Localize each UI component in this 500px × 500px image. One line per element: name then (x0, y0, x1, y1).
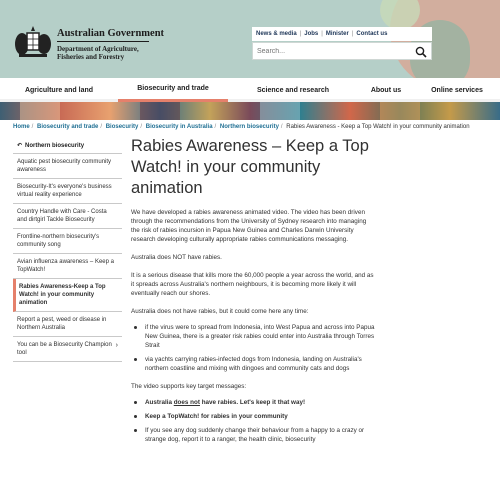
risk-list (131, 323, 376, 373)
separator: | (299, 31, 302, 37)
breadcrumb: Home / Biosecurity and trade / Biosecurity / Biosecurity in Australia / Northern biosecurity / Rabies Awareness - Keep a Top Watch! in your community animation (13, 124, 470, 130)
sidebar-item-rabies-awareness[interactable]: Rabies Awareness-Keep a Top Watch! in your community animation (13, 279, 122, 312)
minister-link[interactable]: Minister (325, 31, 349, 37)
search-icon[interactable] (415, 46, 427, 58)
breadcrumb-biosecurity[interactable]: Biosecurity (105, 124, 139, 130)
nav-agriculture[interactable]: Agriculture and land (24, 86, 94, 94)
gov-title: Australian Government (57, 28, 165, 39)
separator: | (321, 31, 323, 37)
intro-paragraph: We have developed a rabies awareness animated video. The video has been driven through the recommendations from the University of Sydney research into managing the risk of rabies incursion in Papua New Guinea and Charles Darwin University research developing culturally appropriate rabies communications messaging. (131, 209, 367, 243)
banner-decoration (140, 102, 180, 120)
paragraph: Australia does not have rabies, but it could come here any time: (131, 308, 309, 315)
separator: | (351, 31, 354, 37)
sidebar-item-label: You can be a Biosecurity Champion tool (17, 342, 112, 356)
main-navigation (0, 78, 500, 102)
utility-links (252, 27, 432, 41)
banner-decoration (20, 102, 60, 120)
sidebar-back-link[interactable] (13, 138, 122, 154)
nav-about[interactable]: About us (370, 86, 402, 94)
sidebar-item-report-pest[interactable]: Report a pest, weed or disease in Northern Australia (13, 312, 122, 337)
paragraph: The video supports key target messages: (131, 383, 247, 390)
sidebar-item-frontline-song[interactable]: Frontline-northern biosecurity's community song (13, 229, 122, 254)
coat-of-arms-icon (13, 24, 53, 62)
list-item: via yachts carrying rabies-infected dogs from Indonesia, landing on Australia's northern coastline and mixing with dingoes and community cats and dogs (131, 355, 376, 373)
sidebar-item-vr-experience[interactable]: Biosecurity-It's everyone's business virtual reality experience (13, 179, 122, 204)
nav-biosecurity[interactable]: Biosecurity and trade (118, 78, 228, 102)
page-title: Rabies Awareness – Keep a Top Watch! in your community animation (131, 137, 369, 197)
breadcrumb-biosecurity-australia[interactable]: Biosecurity in Australia (145, 124, 213, 130)
search-box (252, 42, 432, 60)
breadcrumb-current: Rabies Awareness - Keep a Top Watch! in your community animation (286, 124, 470, 130)
hero-banner-image (0, 102, 500, 120)
paragraph: Australia does NOT have rabies. (131, 254, 222, 261)
search-input[interactable] (257, 48, 407, 55)
site-header (0, 0, 500, 78)
list-item: if the virus were to spread from Indonesia, into West Papua and across into Papua New Guinea, there is a greater risk rabies could enter into Australia through Torres Strait (131, 323, 376, 350)
sidebar-item-champion-tool[interactable] (13, 337, 122, 362)
banner-decoration (260, 102, 300, 120)
main-content (131, 136, 376, 444)
contact-us-link[interactable]: Contact us (356, 31, 388, 37)
news-media-link[interactable]: News & media (256, 31, 297, 37)
breadcrumb-biosecurity-trade[interactable]: Biosecurity and trade (37, 124, 99, 130)
breadcrumb-home[interactable]: Home (13, 124, 30, 130)
sidebar-item-avian-influenza[interactable]: Avian influenza awareness – Keep a TopWatch! (13, 254, 122, 279)
nav-science[interactable]: Science and research (257, 86, 329, 94)
banner-decoration (380, 102, 420, 120)
government-logo[interactable] (13, 24, 165, 62)
list-item: If you see any dog suddenly change their behaviour from a happy to a crazy or strange dog, report it to a ranger, the health clinic, biosecurity (131, 426, 376, 444)
breadcrumb-northern-biosecurity[interactable]: Northern biosecurity (219, 124, 279, 130)
sidebar-item-country-handle[interactable]: Country Handle with Care - Costa and dirtgirl Tackle Biosecurity (13, 204, 122, 229)
logo-divider (57, 41, 149, 42)
list-item: Keep a TopWatch! for rabies in your community (131, 412, 376, 421)
list-item: Australia does not have rabies. Let's keep it that way! (131, 398, 376, 407)
paragraph: It is a serious disease that kills more the 60,000 people a year across the world, and as it spreads across Australia's northern neighbours, it is becoming more likely it will eventually reach our shores. (131, 272, 374, 297)
sidebar-back-label: Northern biosecurity (25, 142, 85, 149)
nav-online-services[interactable]: Online services (431, 86, 483, 94)
chevron-right-icon: › (115, 342, 118, 349)
back-arrow-icon: ↶ (17, 143, 23, 149)
key-messages-list (131, 398, 376, 444)
dept-name-line1: Department of Agriculture, (57, 45, 139, 53)
jobs-link[interactable]: Jobs (304, 31, 319, 37)
dept-name-line2: Fisheries and Forestry (57, 53, 125, 61)
sidebar-item-aquatic-pest[interactable]: Aquatic pest biosecurity community awareness (13, 154, 122, 179)
sidebar-nav (13, 138, 122, 362)
